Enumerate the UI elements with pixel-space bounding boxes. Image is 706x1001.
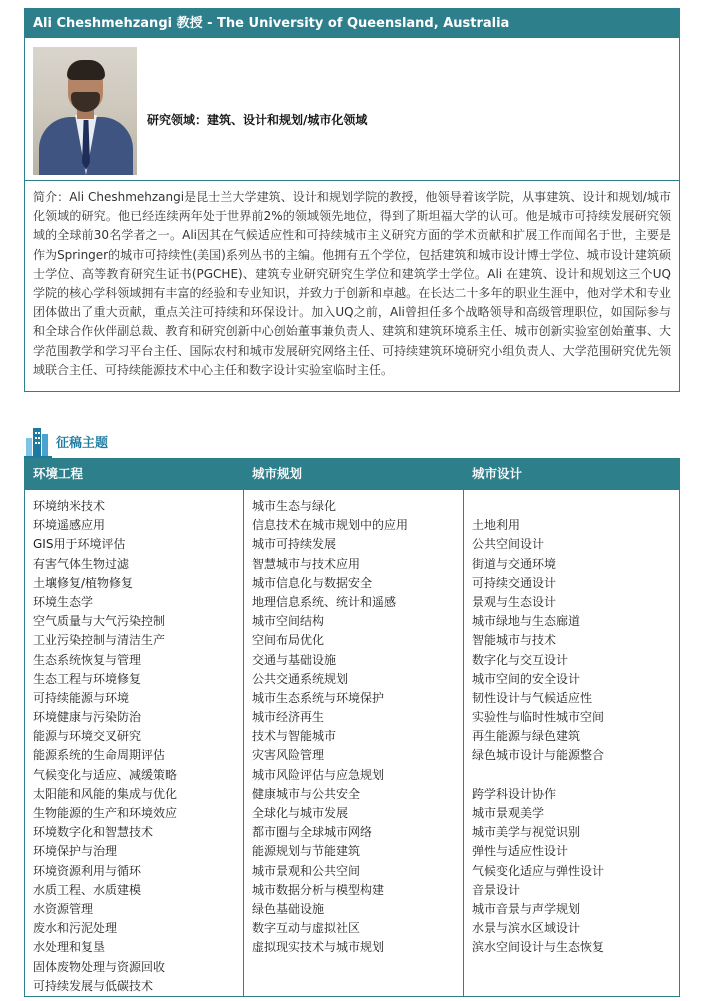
topic-item: 都市圈与全球城市网络 xyxy=(252,825,373,840)
topic-item: 生物能源的生产和环境效应 xyxy=(33,806,178,820)
topic-item: 固体废物处理与资源回收 xyxy=(33,959,166,974)
topic-item: 城市景观和公共空间 xyxy=(252,863,361,878)
topic-item: 城市信息化与数据安全 xyxy=(252,575,373,590)
topic-item: 城市景观美学 xyxy=(472,806,545,820)
topic-item: 能源规划与节能建筑 xyxy=(252,844,361,859)
section-title xyxy=(24,424,324,458)
topic-item: 有害气体生物过滤 xyxy=(33,556,130,571)
topic-item: 环境保护与治理 xyxy=(33,844,118,859)
topic-item: 可持续能源与环境 xyxy=(33,690,130,705)
topic-item: 再生能源与绿色建筑 xyxy=(472,729,581,744)
topic-list xyxy=(25,490,243,996)
column-heading: 城市规划 xyxy=(244,459,463,490)
topic-item: 滨水空间设计与生态恢复 xyxy=(472,940,605,955)
topic-item: 土地利用 xyxy=(472,518,521,533)
topic-item: 生态系统恢复与管理 xyxy=(33,652,142,667)
column-heading: 环境工程 xyxy=(25,459,243,490)
topic-item: 灾害风险管理 xyxy=(252,748,325,763)
column-heading: 城市设计 xyxy=(464,459,679,490)
topic-item: 信息技术在城市规划中的应用 xyxy=(252,518,409,533)
topic-column-urban-design xyxy=(463,459,679,996)
bio-text: 简介：Ali Cheshmehzangi是昆士兰大学建筑、设计和规划学院的教授，他领导着该学院，从事建筑、设计和规划/城市化领域的研究。他已经连续两年处于世界前2%的领域领先地位，得到了斯坦福大学的认可。他是城市可持续发展研究领域的全球前30名学者之一。Ali因其在气候适应性和可持续城市主义研究方面的学术贡献和扩展工作而闻名于世，主要是作为Springer的城市可持续性(美国)系列丛书的主编。他拥有五个学位，包括建筑和城市设计博士学位、城市设计建筑硕士学位、高等教育研究生证书(PGCHE)、建筑专业研究研究生学位和建筑学士学位。Ali 在建筑、设计和规划这三个UQ学院的核心学科领域拥有丰富的经验和专业知识，并致力于创新和卓越。在长达二十多年的职业生涯中，他对学术和专业团体做出了重大贡献，重点关注可持续和环保设计。加入UQ之前，Ali曾担任多个战略领导和高级管理职位，如国际参与和全球合作伙伴副总裁、教育和研究创新中心创始董事兼负责人、建筑和建筑环境系主任、城市创新实验室创始董事、大学范围教学和学习平台主任、国际农村和城市发展研究网络主任、可持续建筑环境研究小组负责人、大学范围研究优先领域联合主任、可持续能源技术中心主任和数字设计实验室临时主任。 xyxy=(33,190,671,377)
topic-item: 音景设计 xyxy=(472,882,521,897)
topic-item: 水处理和复垦 xyxy=(33,940,106,955)
topic-item: 环境数字化和智慧技术 xyxy=(33,825,154,840)
topic-item: 环境生态学 xyxy=(33,594,94,609)
research-field: 研究领域：建筑、设计和规划/城市化领域 xyxy=(147,113,368,127)
topic-item: 废水和污泥处理 xyxy=(33,921,118,936)
topic-item: 绿色基础设施 xyxy=(252,901,325,916)
topic-item: 城市生态与绿化 xyxy=(252,499,337,513)
topic-item: 实验性与临时性城市空间 xyxy=(472,710,605,725)
topic-item: 工业污染控制与清洁生产 xyxy=(33,633,166,648)
topic-item: 城市可持续发展 xyxy=(252,537,337,552)
topic-item xyxy=(472,766,679,785)
topic-item: 空气质量与大气污染控制 xyxy=(33,614,166,629)
topic-item: 水资源管理 xyxy=(33,901,94,916)
topic-item: 弹性与适应性设计 xyxy=(472,844,569,859)
topics-table xyxy=(24,458,680,997)
buildings-icon xyxy=(24,424,52,458)
topic-item: 绿色城市设计与能源整合 xyxy=(472,748,605,763)
profile-top xyxy=(25,38,679,181)
topic-item: 气候变化适应与弹性设计 xyxy=(472,863,605,878)
topic-item: 城市空间的安全设计 xyxy=(472,671,581,686)
topic-item: 土壤修复/植物修复 xyxy=(33,575,134,590)
topic-item: 交通与基础设施 xyxy=(252,652,337,667)
topic-item: 城市绿地与生态廊道 xyxy=(472,614,581,629)
topic-item: 城市数据分析与模型构建 xyxy=(252,882,385,897)
topic-column-environmental-engineering xyxy=(25,459,243,996)
topic-item: 可持续交通设计 xyxy=(472,575,557,590)
topic-item: 全球化与城市发展 xyxy=(252,806,349,820)
topic-item: 水景与滨水区域设计 xyxy=(472,921,581,936)
topic-item: 气候变化与适应、减缓策略 xyxy=(33,767,178,782)
topic-list xyxy=(244,490,463,958)
topic-item: 城市生态系统与环境保护 xyxy=(252,690,385,705)
topic-item: 跨学科设计协作 xyxy=(472,786,557,801)
topic-column-urban-planning xyxy=(243,459,463,996)
topic-item: 虚拟现实技术与城市规划 xyxy=(252,940,385,955)
topic-item: 公共交通系统规划 xyxy=(252,671,349,686)
topic-item: 公共空间设计 xyxy=(472,537,545,552)
topic-item: 生态工程与环境修复 xyxy=(33,671,142,686)
topic-item: 环境资源利用与循环 xyxy=(33,863,142,878)
topic-item: 可持续发展与低碳技术 xyxy=(33,978,154,993)
topic-item: 空间布局优化 xyxy=(252,633,325,648)
topic-item: 太阳能和风能的集成与优化 xyxy=(33,786,178,801)
topic-item: 环境纳米技术 xyxy=(33,499,106,513)
topic-item: 街道与交通环境 xyxy=(472,556,557,571)
topic-item: 城市空间结构 xyxy=(252,614,325,629)
topic-item: 韧性设计与气候适应性 xyxy=(472,690,593,705)
topic-item: 能源系统的生命周期评估 xyxy=(33,748,166,763)
topic-item: 技术与智能城市 xyxy=(252,729,337,744)
topic-item: GIS用于环境评估 xyxy=(33,537,126,552)
topic-item: 数字化与交互设计 xyxy=(472,652,569,667)
topic-list xyxy=(464,490,679,958)
topic-item: 水质工程、水质建模 xyxy=(33,882,142,897)
portrait-photo xyxy=(33,47,137,175)
profile-header: Ali Cheshmehzangi 教授 - The University of Queensland, Australia xyxy=(25,9,679,38)
topic-item: 城市美学与视觉识别 xyxy=(472,825,581,840)
topic-item: 智慧城市与技术应用 xyxy=(252,556,361,571)
topic-item: 环境遥感应用 xyxy=(33,518,106,533)
topic-item: 能源与环境交叉研究 xyxy=(33,729,142,744)
topic-item: 数字互动与虚拟社区 xyxy=(252,921,361,936)
topic-item: 城市经济再生 xyxy=(252,710,325,725)
section-title-label: 征稿主题 xyxy=(56,436,109,451)
topic-item: 景观与生态设计 xyxy=(472,594,557,609)
topic-item: 智能城市与技术 xyxy=(472,633,557,648)
topic-item: 城市音景与声学规划 xyxy=(472,901,581,916)
topic-item: 地理信息系统、统计和遥感 xyxy=(252,594,397,609)
topic-item: 环境健康与污染防治 xyxy=(33,710,142,725)
topic-item: 城市风险评估与应急规划 xyxy=(252,767,385,782)
profile-card xyxy=(24,8,680,392)
topic-item: 健康城市与公共安全 xyxy=(252,786,361,801)
topic-item xyxy=(472,497,679,516)
